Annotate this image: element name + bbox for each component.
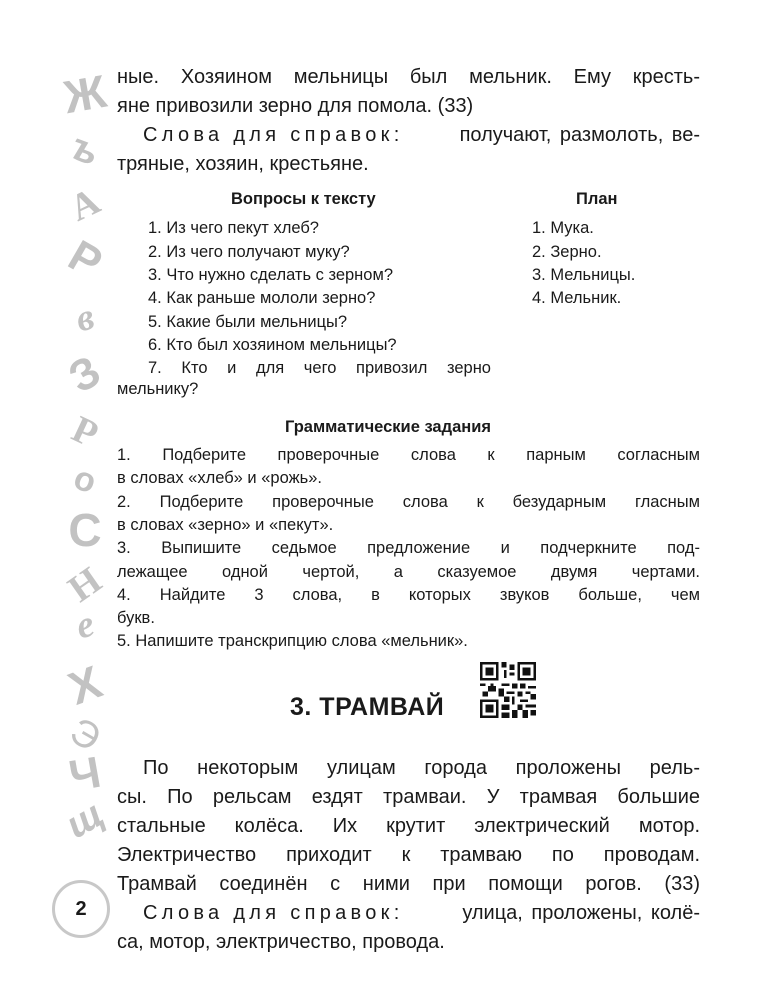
decor-letter: о (68, 458, 102, 502)
plan-item: 3. Мельницы. (532, 266, 636, 284)
question-item: 3. Что нужно сделать с зерном? (148, 266, 393, 284)
grammar-line: 2. Подберите проверочные слова к безударным гласным (117, 493, 700, 511)
decor-letter: А (63, 180, 107, 230)
question-item: 1. Из чего пекут хлеб? (148, 219, 319, 237)
text-line: яне привозили зерно для помола. (33) (117, 95, 474, 117)
text-line: тряные, хозяин, крестьяне. (117, 153, 369, 175)
text-line: сы. По рельсам ездят трамваи. У трамвая большие (117, 786, 700, 808)
questions-heading: Вопросы к тексту (231, 190, 376, 208)
grammar-heading: Грамматические задания (285, 418, 492, 436)
text-line: Электричество приходит к трамваю по проводам. (117, 844, 700, 866)
page-number: 2 (52, 880, 110, 938)
decor-letter: е (71, 602, 99, 648)
decor-letter: Р (65, 408, 105, 456)
reference-words (143, 901, 700, 925)
question-item-continued: мельнику? (117, 380, 199, 398)
section-title: 3. ТРАМВАЙ (290, 693, 445, 721)
question-item: 4. Как раньше мололи зерно? (148, 289, 376, 307)
question-item: 2. Из чего получают муку? (148, 243, 350, 261)
decor-letter: ъ (65, 125, 105, 175)
decor-letter: щ (59, 792, 111, 848)
decor-letter: Р (60, 231, 111, 289)
plan-item: 4. Мельник. (532, 289, 622, 307)
grammar-line: букв. (117, 609, 155, 627)
grammar-line: 4. Найдите 3 слова, в которых звуков больше, чем (117, 586, 700, 604)
grammar-line: 5. Напишите транскрипцию слова «мельник». (117, 632, 468, 650)
decor-letter: Н (60, 559, 110, 611)
decor-letter: Э (62, 709, 108, 761)
grammar-line: лежащее одной чертой, а сказуемое двумя чертами. (117, 563, 700, 581)
decor-letter: Ж (60, 64, 110, 124)
reference-text: улица, проложены, колё- (462, 902, 700, 924)
grammar-line: 1. Подберите проверочные слова к парным согласным (117, 446, 700, 464)
text-line: Трамвай соединён с ними при помощи рогов. (33) (117, 873, 700, 895)
decor-letter: С (68, 504, 102, 556)
question-item: 7. Кто и для чего привозил зерно (148, 359, 491, 377)
decor-letter: в (71, 295, 99, 341)
reference-text: получают, размолоть, ве- (459, 124, 700, 146)
reference-words (143, 123, 700, 147)
reference-label: Слова для справок: (143, 124, 404, 146)
question-item: 6. Кто был хозяином мельницы? (148, 336, 397, 354)
text-line: ные. Хозяином мельницы был мельник. Ему кресть- (117, 66, 700, 88)
plan-item: 1. Мука. (532, 219, 594, 237)
grammar-line: в словах «хлеб» и «рожь». (117, 469, 322, 487)
text-line: По некоторым улицам города проложены рель- (143, 757, 700, 779)
reference-label: Слова для справок: (143, 902, 404, 924)
grammar-line: в словах «зерно» и «пекут». (117, 516, 334, 534)
text-line: стальные колёса. Их крутит электрический мотор. (117, 815, 700, 837)
qr-code-icon[interactable] (480, 662, 536, 718)
decor-letter: З (60, 346, 109, 403)
grammar-line: 3. Выпишите седьмое предложение и подчеркните под- (117, 539, 700, 557)
plan-heading: План (576, 190, 618, 208)
decor-letter: Х (61, 655, 109, 715)
question-item: 5. Какие были мельницы? (148, 313, 348, 331)
text-line: са, мотор, электричество, провода. (117, 931, 445, 953)
plan-item: 2. Зерно. (532, 243, 602, 261)
decor-letter: Ч (65, 747, 105, 802)
